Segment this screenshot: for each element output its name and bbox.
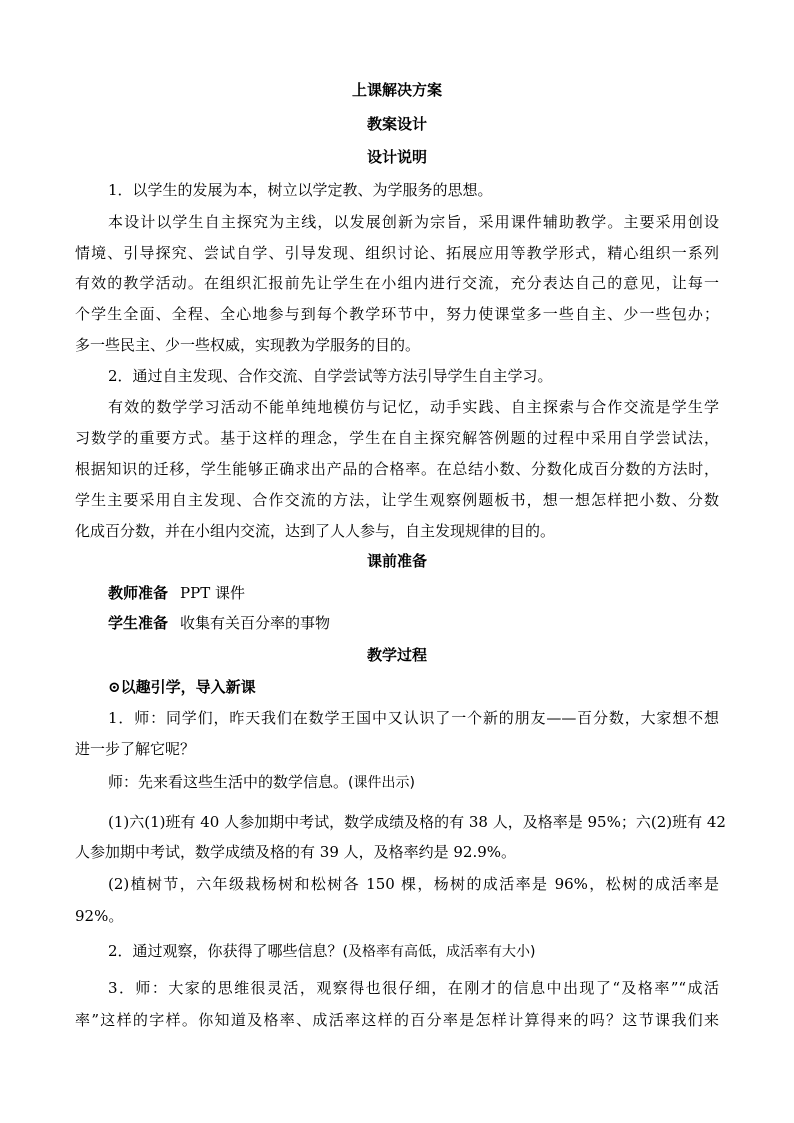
teacher-note: (课件出示) [348, 775, 415, 791]
para1-line-3: 有效的教学活动。在组织汇报前先让学生在小组内进行交流，充分表达自己的意见，让每一 [75, 274, 719, 292]
item2-text: 2．通过观察，你获得了哪些信息？ [108, 942, 343, 960]
section-design-heading: 设计说明 [366, 148, 427, 166]
teacher-line [108, 772, 728, 793]
student-prep-label: 学生准备 [108, 614, 169, 632]
para2-line-5: 化成百分数，并在小组内交流，达到了人人参与，自主发现规律的目的。 [75, 522, 556, 540]
section-prep-heading: 课前准备 [366, 552, 427, 570]
info2-line-2: 92%。 [75, 907, 124, 925]
para1-line-5: 多一些民主、少一些权威，实现教为学服务的目的。 [75, 336, 421, 354]
document-title: 上课解决方案 [351, 81, 442, 99]
item2-note: (及格率有高低，成活率有大小) [342, 944, 536, 960]
info2-line-1: (2)植树节，六年级栽杨树和松树各 150 棵，杨树的成活率是 96%，松树的成活率是 [108, 875, 719, 893]
info1-line-1: (1)六(1)班有 40 人参加期中考试，数学成绩及格的有 38 人，及格率是 95%；六(2)班有 42 [108, 813, 726, 831]
para2-line-1: 有效的数学学习活动不能单纯地模仿与记忆，动手实践、自主探索与合作交流是学生学 [108, 398, 719, 416]
document-subtitle: 教案设计 [366, 115, 427, 133]
teacher-line-text: 师：先来看这些生活中的数学信息。 [108, 773, 349, 791]
para2-line-4: 学生主要采用自主发现、合作交流的方法，让学生观察例题板书，想一想怎样把小数、分数 [75, 491, 719, 509]
item2-line [108, 941, 728, 962]
item1-line-2: 进一步了解它呢？ [75, 740, 196, 758]
para2-line-2: 习数学的重要方式。基于这样的理念，学生在自主探究解答例题的过程中采用自学尝试法， [75, 429, 719, 447]
teacher-prep-value: PPT 课件 [180, 584, 245, 602]
para2-line-3: 根据知识的迁移，学生能够正确求出产品的合格率。在总结小数、分数化成百分数的方法时， [75, 460, 719, 478]
item1-line-1: 1．师：同学们，昨天我们在数学王国中又认识了一个新的朋友——百分数，大家想不想 [108, 709, 719, 727]
student-prep-row [108, 613, 728, 633]
step1-heading: ⊙以趣引学，导入新课 [108, 678, 256, 696]
para1-line-1: 本设计以学生自主探究为主线，以发展创新为宗旨，采用课件辅助教学。主要采用创设 [108, 213, 719, 231]
item3-line-2: 率”这样的字样。你知道及格率、成活率这样的百分率是怎样计算得来的吗？这节课我们来 [75, 1011, 719, 1029]
info1-line-2: 人参加期中考试，数学成绩及格的有 39 人，及格率约是 92.9%。 [75, 843, 517, 861]
teacher-prep-row [108, 583, 728, 603]
student-prep-value: 收集有关百分率的事物 [180, 614, 331, 632]
item3-line-1: 3．师：大家的思维很灵活，观察得也很仔细，在刚才的信息中出现了“及格率”“成活 [108, 979, 719, 997]
para1-line-2: 情境、引导探究、尝试自学、引导发现、组织讨论、拓展应用等教学形式，精心组织一系列 [75, 244, 719, 262]
para2-heading: 2．通过自主发现、合作交流、自学尝试等方法引导学生自主学习。 [108, 367, 553, 385]
section-process-heading: 教学过程 [366, 646, 427, 664]
teacher-prep-label: 教师准备 [108, 584, 169, 602]
para1-line-4: 个学生全面、全程、全心地参与到每个教学环节中，努力使课堂多一些自主、少一些包办； [75, 305, 719, 323]
para1-heading: 1．以学生的发展为本，树立以学定教、为学服务的思想。 [108, 181, 493, 199]
